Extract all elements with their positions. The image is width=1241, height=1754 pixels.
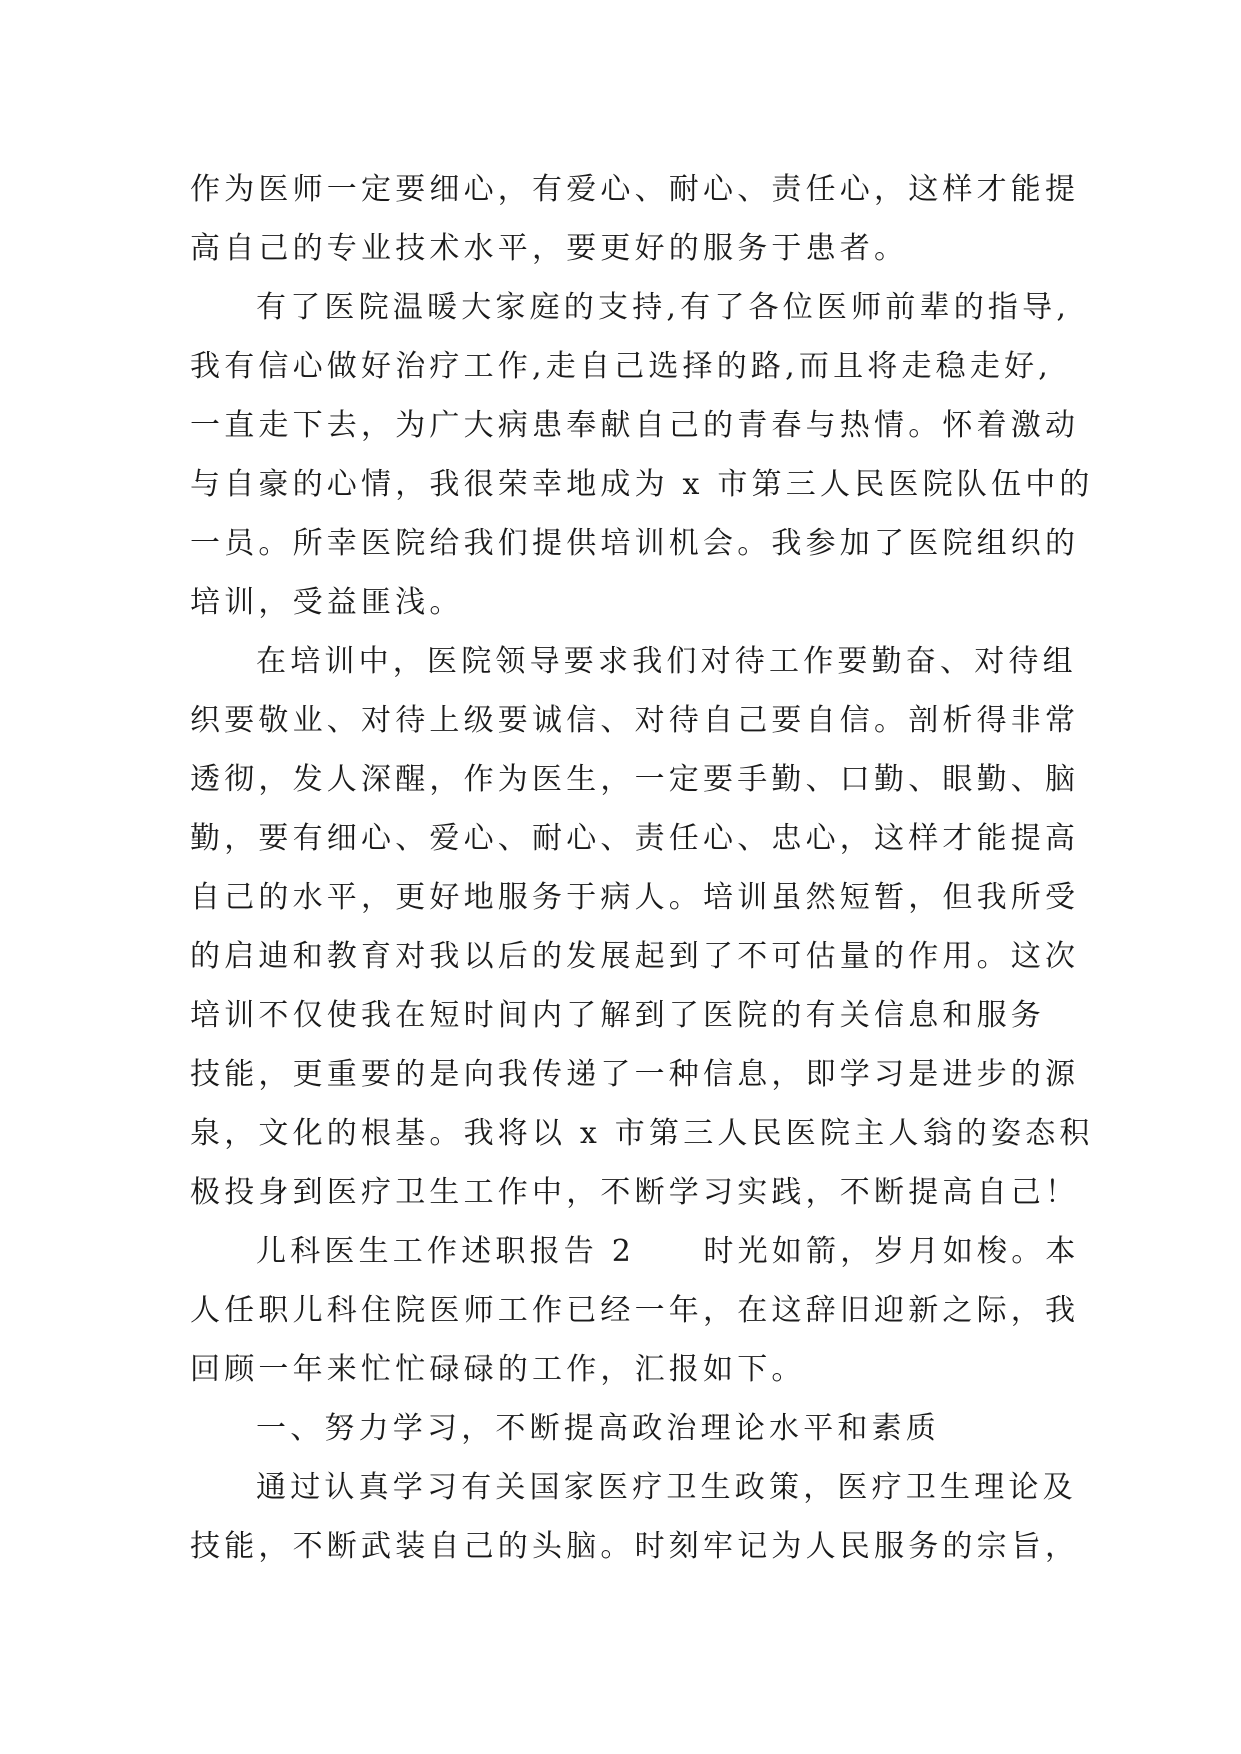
text-line: 通过认真学习有关国家医疗卫生政策，医疗卫生理论及	[256, 1470, 1077, 1505]
text-line: 自己的水平，更好地服务于病人。培训虽然短暂，但我所受	[190, 880, 1080, 915]
section-heading-line: 一、努力学习，不断提高政治理论水平和素质	[256, 1411, 940, 1446]
text-line: 回顾一年来忙忙碌碌的工作，汇报如下。	[190, 1352, 806, 1387]
text-line: 泉，文化的根基。我将以 x 市第三人民医院主人翁的姿态积	[190, 1116, 1094, 1151]
text-line: 在培训中，医院领导要求我们对待工作要勤奋、对待组	[256, 644, 1077, 679]
text-line: 极投身到医疗卫生工作中，不断学习实践，不断提高自己！	[190, 1175, 1080, 1210]
text-line: 培训，受益匪浅。	[190, 585, 464, 620]
text-line: 透彻，发人深醒，作为医生，一定要手勤、口勤、眼勤、脑	[190, 762, 1080, 797]
text-line: 我有信心做好治疗工作,走自己选择的路,而且将走稳走好,	[190, 349, 1053, 384]
text-line: 高自己的专业技术水平，要更好的服务于患者。	[190, 231, 909, 266]
text-line: 一员。所幸医院给我们提供培训机会。我参加了医院组织的	[190, 526, 1080, 561]
text-line: 技能，更重要的是向我传递了一种信息，即学习是进步的源	[190, 1057, 1080, 1092]
document-body	[190, 160, 1094, 1576]
text-line: 有了医院温暖大家庭的支持,有了各位医师前辈的指导,	[256, 290, 1071, 325]
text-line: 一直走下去，为广大病患奉献自己的青春与热情。怀着激动	[190, 408, 1080, 443]
text-line: 作为医师一定要细心，有爱心、耐心、责任心，这样才能提	[190, 172, 1080, 207]
text-line: 织要敬业、对待上级要诚信、对待自己要自信。剖析得非常	[190, 703, 1080, 738]
text-line: 技能，不断武装自己的头脑。时刻牢记为人民服务的宗旨，	[190, 1529, 1080, 1564]
text-line: 的启迪和教育对我以后的发展起到了不可估量的作用。这次	[190, 939, 1080, 974]
text-line: 培训不仅使我在短时间内了解到了医院的有关信息和服务	[190, 998, 1045, 1033]
text-line: 与自豪的心情，我很荣幸地成为 x 市第三人民医院队伍中的	[190, 467, 1094, 502]
text-line: 勤，要有细心、爱心、耐心、责任心、忠心，这样才能提高	[190, 821, 1080, 856]
text-line: 人任职儿科住院医师工作已经一年，在这辞旧迎新之际，我	[190, 1293, 1080, 1328]
section-heading-line: 儿科医生工作述职报告 2 时光如箭，岁月如梭。本	[256, 1234, 1080, 1269]
